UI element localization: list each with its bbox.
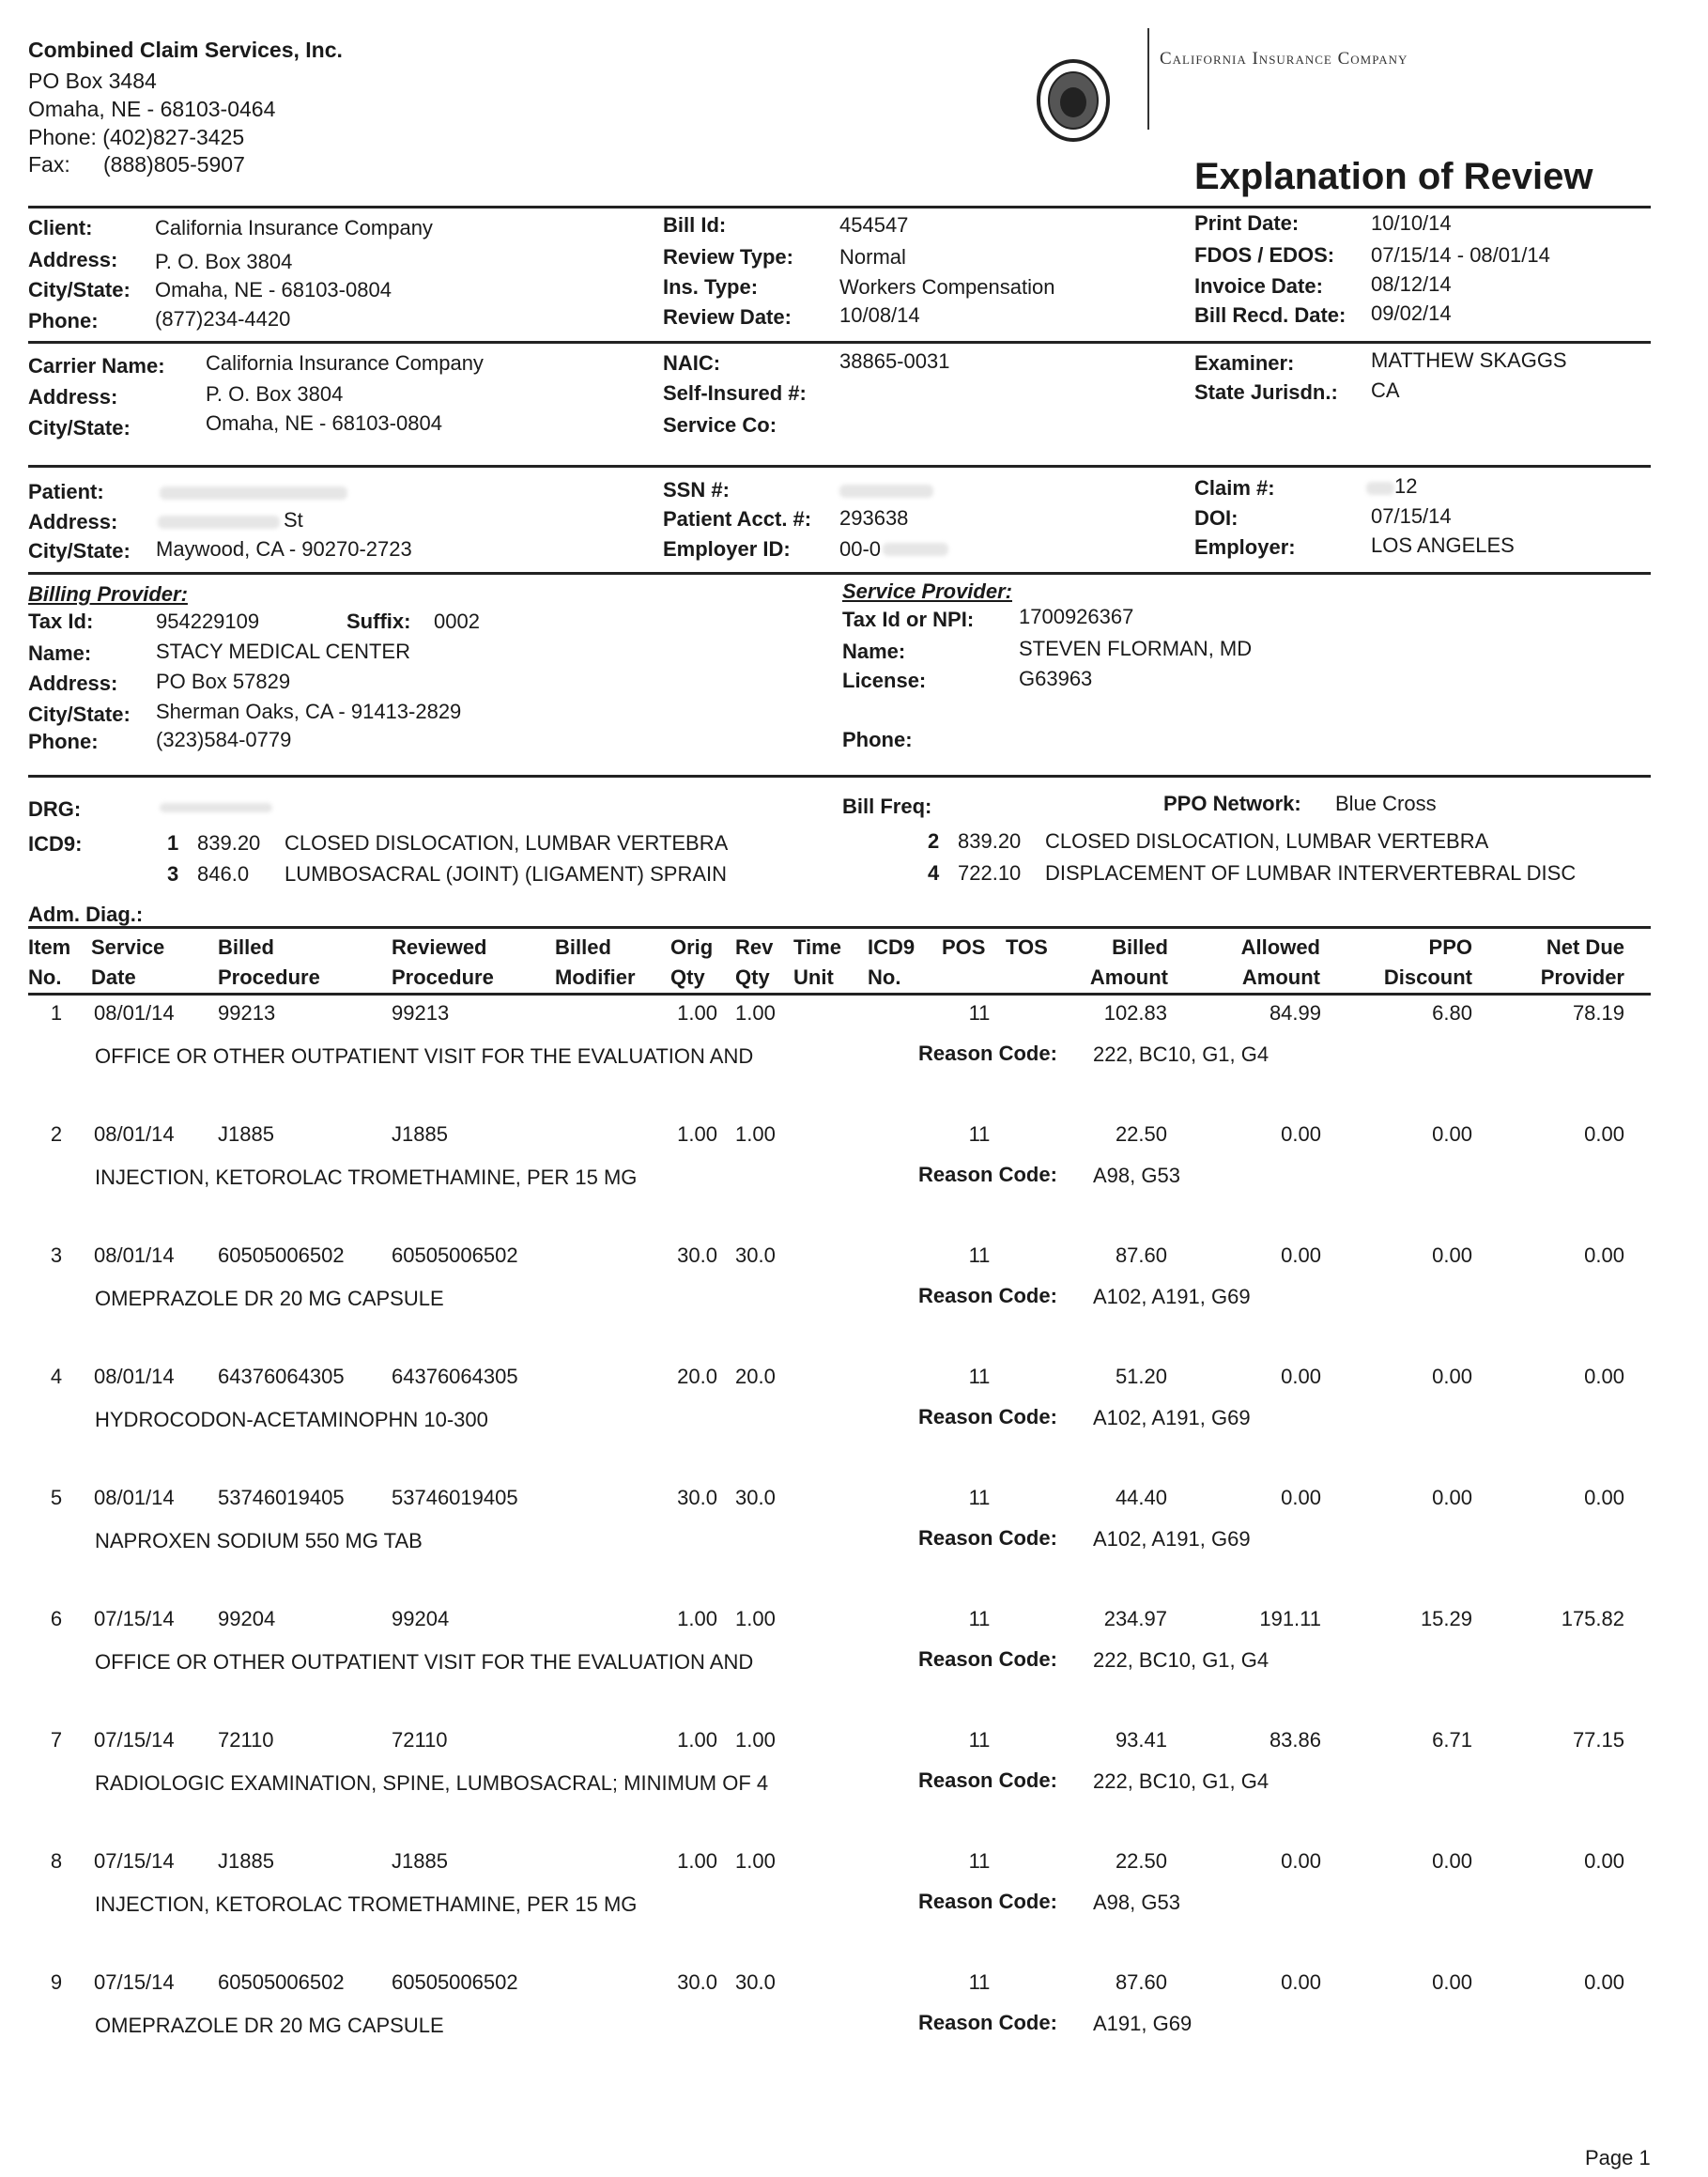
procedure-description: RADIOLOGIC EXAMINATION, SPINE, LUMBOSACRAL; MINIMUM OF 4 — [95, 1771, 769, 1795]
billed-amount: 93.41 — [1115, 1728, 1167, 1752]
billed-procedure: 64376064305 — [218, 1365, 345, 1388]
naic-label: NAIC: — [663, 351, 721, 375]
ppo-discount: 0.00 — [1432, 1849, 1472, 1873]
column-header: POS — [942, 935, 986, 959]
service-date: 08/01/14 — [94, 1486, 175, 1509]
logo-divider — [1147, 28, 1149, 130]
column-header: PPO — [1428, 935, 1472, 959]
bp-tax-label: Tax Id: — [28, 610, 94, 633]
reviewed-procedure: J1885 — [392, 1849, 448, 1873]
service-date: 08/01/14 — [94, 1122, 175, 1146]
bill-recd: 09/02/14 — [1371, 301, 1452, 325]
divider — [28, 341, 1651, 344]
self-insured-label: Self-Insured #: — [663, 381, 807, 405]
reason-codes: 222, BC10, G1, G4 — [1093, 1769, 1269, 1793]
redacted-address — [158, 516, 280, 529]
pos: 11 — [968, 1728, 991, 1752]
billed-procedure: J1885 — [218, 1849, 274, 1873]
divider — [28, 465, 1651, 468]
ppo-network-label: PPO Network: — [1163, 792, 1301, 815]
carrier-name: California Insurance Company — [206, 351, 484, 375]
carrier-address: P. O. Box 3804 — [206, 382, 344, 406]
reviewed-procedure: 60505006502 — [392, 1243, 518, 1267]
item-number: 5 — [50, 1486, 63, 1509]
column-header: Unit — [793, 965, 834, 989]
billed-amount: 51.20 — [1115, 1365, 1167, 1388]
billed-procedure: 60505006502 — [218, 1243, 345, 1267]
allowed-amount: 83.86 — [1269, 1728, 1321, 1752]
sp-tax-label: Tax Id or NPI: — [842, 608, 975, 631]
ppo-discount: 6.80 — [1432, 1001, 1472, 1025]
reviewed-procedure: 99213 — [392, 1001, 450, 1025]
net-due-provider: 0.00 — [1584, 1486, 1624, 1509]
employer-id: 00-0 — [839, 537, 882, 561]
company-city: Omaha, NE - 68103-0464 — [28, 97, 276, 121]
column-header: Net Due — [1546, 935, 1624, 959]
claim-number: 12 — [1394, 474, 1418, 498]
reviewed-procedure: 53746019405 — [392, 1486, 518, 1509]
divider — [28, 775, 1651, 778]
net-due-provider: 0.00 — [1584, 1849, 1624, 1873]
column-header: Amount — [1089, 965, 1168, 989]
allowed-amount: 0.00 — [1281, 1849, 1321, 1873]
net-due-provider: 77.15 — [1572, 1728, 1624, 1752]
rev-qty: 1.00 — [735, 1001, 776, 1025]
patient-address: St — [284, 508, 303, 532]
reviewed-procedure: 60505006502 — [392, 1970, 518, 1994]
icd9-desc: CLOSED DISLOCATION, LUMBAR VERTEBRA — [1045, 829, 1489, 853]
state: CA — [1371, 378, 1400, 402]
service-date: 08/01/14 — [94, 1365, 175, 1388]
pos: 11 — [968, 1365, 991, 1388]
icd9-code: 846.0 — [197, 862, 250, 886]
item-number: 7 — [50, 1728, 63, 1752]
net-due-provider: 0.00 — [1584, 1243, 1624, 1267]
fdos: 07/15/14 - 08/01/14 — [1371, 243, 1550, 267]
bp-name: STACY MEDICAL CENTER — [156, 640, 410, 663]
allowed-amount: 0.00 — [1281, 1970, 1321, 1994]
billed-amount: 234.97 — [1103, 1607, 1167, 1630]
pos: 11 — [968, 1607, 991, 1630]
billed-amount: 87.60 — [1115, 1970, 1167, 1994]
pos: 11 — [968, 1970, 991, 1994]
ppo-discount: 0.00 — [1432, 1365, 1472, 1388]
column-header: Billed — [218, 935, 274, 959]
company-address: PO Box 3484 — [28, 69, 157, 93]
net-due-provider: 78.19 — [1572, 1001, 1624, 1025]
service-date: 08/01/14 — [94, 1001, 175, 1025]
client-label: Client: — [28, 216, 93, 239]
procedure-description: OFFICE OR OTHER OUTPATIENT VISIT FOR THE EVALUATION AND — [95, 1044, 754, 1068]
service-co-label: Service Co: — [663, 413, 777, 437]
ppo-discount: 0.00 — [1432, 1243, 1472, 1267]
allowed-amount: 0.00 — [1281, 1486, 1321, 1509]
redacted-claim — [1366, 482, 1394, 495]
pos: 11 — [968, 1849, 991, 1873]
icd9-code: 722.10 — [958, 861, 1022, 885]
invoice-date: 08/12/14 — [1371, 272, 1452, 296]
drg-label: DRG: — [28, 797, 82, 821]
icd9-desc: DISPLACEMENT OF LUMBAR INTERVERTEBRAL DISC — [1045, 861, 1577, 885]
bp-suffix: 0002 — [434, 610, 480, 633]
bp-address: PO Box 57829 — [156, 670, 291, 693]
bp-phone: (323)584-0779 — [156, 728, 292, 751]
reviewed-procedure: 64376064305 — [392, 1365, 518, 1388]
ppo-discount: 15.29 — [1420, 1607, 1472, 1630]
sp-name: STEVEN FLORMAN, MD — [1019, 637, 1253, 660]
net-due-provider: 175.82 — [1561, 1607, 1624, 1630]
orig-qty: 1.00 — [677, 1849, 717, 1873]
column-header: Procedure — [218, 965, 320, 989]
divider — [28, 993, 1651, 996]
patient-city: Maywood, CA - 90270-2723 — [156, 537, 412, 561]
divider — [28, 206, 1651, 208]
item-number: 4 — [50, 1365, 63, 1388]
sp-license: G63963 — [1019, 667, 1093, 690]
redacted-employer-id — [883, 543, 948, 556]
service-provider-title: Service Provider: — [842, 579, 1012, 603]
ppo-discount: 0.00 — [1432, 1486, 1472, 1509]
column-header: Billed — [555, 935, 611, 959]
column-header: Procedure — [392, 965, 494, 989]
icd9-desc: LUMBOSACRAL (JOINT) (LIGAMENT) SPRAIN — [285, 862, 728, 886]
reason-codes: A98, G53 — [1093, 1891, 1180, 1914]
billed-amount: 87.60 — [1115, 1243, 1167, 1267]
column-header: Modifier — [555, 965, 636, 989]
net-due-provider: 0.00 — [1584, 1365, 1624, 1388]
billed-amount: 22.50 — [1115, 1849, 1167, 1873]
column-header: No. — [868, 965, 901, 989]
billed-procedure: 60505006502 — [218, 1970, 345, 1994]
pos: 11 — [968, 1243, 991, 1267]
reason-codes: A102, A191, G69 — [1093, 1527, 1251, 1551]
pos: 11 — [968, 1001, 991, 1025]
client-address-label: Address: — [28, 248, 118, 271]
rev-qty: 1.00 — [735, 1728, 776, 1752]
item-number: 1 — [50, 1001, 63, 1025]
employer: LOS ANGELES — [1371, 533, 1515, 557]
procedure-description: INJECTION, KETOROLAC TROMETHAMINE, PER 15 MG — [95, 1166, 638, 1189]
billed-amount: 44.40 — [1115, 1486, 1167, 1509]
bill-id: 454547 — [839, 213, 909, 237]
service-date: 07/15/14 — [94, 1728, 175, 1752]
sp-phone-label: Phone: — [842, 728, 913, 751]
service-date: 07/15/14 — [94, 1607, 175, 1630]
procedure-description: OMEPRAZOLE DR 20 MG CAPSULE — [95, 2014, 444, 2037]
bill-id-label: Bill Id: — [663, 213, 727, 237]
bp-suffix-label: Suffix: — [346, 610, 411, 633]
bp-address-label: Address: — [28, 672, 118, 695]
icd9-number: 3 — [167, 862, 179, 886]
reason-codes: A191, G69 — [1093, 2012, 1193, 2035]
client-phone: (877)234-4420 — [155, 307, 291, 331]
bill-freq-label: Bill Freq: — [842, 795, 932, 818]
print-date: 10/10/14 — [1371, 211, 1452, 235]
icd9-code: 839.20 — [197, 831, 261, 855]
doi: 07/15/14 — [1371, 504, 1452, 528]
allowed-amount: 191.11 — [1259, 1607, 1321, 1630]
divider — [28, 572, 1651, 575]
ppo-discount: 0.00 — [1432, 1122, 1472, 1146]
patient-label: Patient: — [28, 480, 104, 503]
carrier-city: Omaha, NE - 68103-0804 — [206, 411, 442, 435]
item-number: 9 — [50, 1970, 63, 1994]
service-date: 07/15/14 — [94, 1849, 175, 1873]
reviewed-procedure: 99204 — [392, 1607, 450, 1630]
examiner: MATTHEW SKAGGS — [1371, 348, 1567, 372]
sp-tax: 1700926367 — [1019, 605, 1134, 628]
reason-codes: 222, BC10, G1, G4 — [1093, 1042, 1269, 1066]
carrier-city-label: City/State: — [28, 416, 131, 440]
state-label: State Jurisdn.: — [1194, 380, 1338, 404]
reason-codes: A102, A191, G69 — [1093, 1406, 1251, 1429]
item-number: 3 — [50, 1243, 63, 1267]
reason-code-label: Reason Code: — [918, 1890, 1057, 1913]
orig-qty: 30.0 — [677, 1243, 717, 1267]
orig-qty: 1.00 — [677, 1607, 717, 1630]
reason-code-label: Reason Code: — [918, 1647, 1057, 1671]
redacted-patient-name — [160, 486, 347, 500]
service-date: 07/15/14 — [94, 1970, 175, 1994]
ppo-network: Blue Cross — [1335, 792, 1437, 815]
bill-recd-label: Bill Recd. Date: — [1194, 303, 1346, 327]
column-header: Discount — [1383, 965, 1472, 989]
item-number: 8 — [50, 1849, 63, 1873]
redacted-ssn — [839, 485, 933, 498]
reason-code-label: Reason Code: — [918, 1163, 1057, 1186]
bp-tax: 954229109 — [156, 610, 260, 633]
orig-qty: 1.00 — [677, 1728, 717, 1752]
icd9-label: ICD9: — [28, 832, 83, 856]
rev-qty: 30.0 — [735, 1970, 776, 1994]
net-due-provider: 0.00 — [1584, 1970, 1624, 1994]
examiner-label: Examiner: — [1194, 351, 1295, 375]
invoice-date-label: Invoice Date: — [1194, 274, 1323, 298]
rev-qty: 1.00 — [735, 1607, 776, 1630]
employer-label: Employer: — [1194, 535, 1296, 559]
column-header: Service — [91, 935, 165, 959]
carrier-name-label: Carrier Name: — [28, 354, 165, 378]
ssn-label: SSN #: — [663, 478, 730, 502]
orig-qty: 30.0 — [677, 1486, 717, 1509]
billed-procedure: 99204 — [218, 1607, 276, 1630]
orig-qty: 30.0 — [677, 1970, 717, 1994]
ppo-discount: 6.71 — [1432, 1728, 1472, 1752]
claim-label: Claim #: — [1194, 476, 1275, 500]
icd9-desc: CLOSED DISLOCATION, LUMBAR VERTEBRA — [285, 831, 729, 855]
reason-code-label: Reason Code: — [918, 1042, 1057, 1065]
bp-city-label: City/State: — [28, 703, 131, 726]
rev-qty: 20.0 — [735, 1365, 776, 1388]
allowed-amount: 0.00 — [1281, 1243, 1321, 1267]
column-header: Item — [28, 935, 71, 959]
naic: 38865-0031 — [839, 349, 950, 373]
procedure-description: NAPROXEN SODIUM 550 MG TAB — [95, 1529, 423, 1552]
reason-code-label: Reason Code: — [918, 1526, 1057, 1550]
review-date-label: Review Date: — [663, 305, 792, 329]
sp-name-label: Name: — [842, 640, 906, 663]
orig-qty: 1.00 — [677, 1122, 717, 1146]
reason-code-label: Reason Code: — [918, 2011, 1057, 2034]
orig-qty: 1.00 — [677, 1001, 717, 1025]
orig-qty: 20.0 — [677, 1365, 717, 1388]
reviewed-procedure: J1885 — [392, 1122, 448, 1146]
reason-code-label: Reason Code: — [918, 1284, 1057, 1307]
company-phone: Phone: (402)827-3425 — [28, 125, 245, 149]
column-header: TOS — [1006, 935, 1048, 959]
allowed-amount: 0.00 — [1281, 1122, 1321, 1146]
procedure-description: HYDROCODON-ACETAMINOPHN 10-300 — [95, 1408, 488, 1431]
icd9-code: 839.20 — [958, 829, 1022, 853]
reason-codes: A98, G53 — [1093, 1164, 1180, 1187]
billing-provider-title: Billing Provider: — [28, 582, 188, 606]
bp-name-label: Name: — [28, 641, 92, 665]
client-value: California Insurance Company — [155, 216, 433, 239]
client-city: Omaha, NE - 68103-0804 — [155, 278, 392, 301]
billed-amount: 22.50 — [1115, 1122, 1167, 1146]
rev-qty: 1.00 — [735, 1122, 776, 1146]
procedure-description: INJECTION, KETOROLAC TROMETHAMINE, PER 15 MG — [95, 1892, 638, 1916]
company-fax-label: Fax: — [28, 152, 70, 177]
client-city-label: City/State: — [28, 278, 131, 301]
client-phone-label: Phone: — [28, 309, 99, 332]
page-title: Explanation of Review — [1194, 156, 1593, 197]
column-header: Rev — [735, 935, 774, 959]
doi-label: DOI: — [1194, 506, 1239, 530]
divider — [28, 926, 1651, 929]
service-date: 08/01/14 — [94, 1243, 175, 1267]
reviewed-procedure: 72110 — [392, 1728, 448, 1752]
column-header: Qty — [670, 965, 705, 989]
billed-procedure: 72110 — [218, 1728, 274, 1752]
column-header: Billed — [1112, 935, 1168, 959]
print-date-label: Print Date: — [1194, 211, 1300, 235]
review-date: 10/08/14 — [839, 303, 920, 327]
pos: 11 — [968, 1486, 991, 1509]
column-header: Provider — [1540, 965, 1624, 989]
patient-acct-label: Patient Acct. #: — [663, 507, 812, 531]
allowed-amount: 0.00 — [1281, 1365, 1321, 1388]
column-header: Allowed — [1240, 935, 1320, 959]
company-fax: (888)805-5907 — [103, 152, 245, 177]
adm-diag-label: Adm. Diag.: — [28, 903, 144, 926]
billed-procedure: J1885 — [218, 1122, 274, 1146]
billed-procedure: 53746019405 — [218, 1486, 345, 1509]
allowed-amount: 84.99 — [1269, 1001, 1321, 1025]
column-header: Date — [91, 965, 136, 989]
procedure-description: OFFICE OR OTHER OUTPATIENT VISIT FOR THE EVALUATION AND — [95, 1650, 754, 1674]
bp-city: Sherman Oaks, CA - 91413-2829 — [156, 700, 462, 723]
ppo-discount: 0.00 — [1432, 1970, 1472, 1994]
reason-codes: A102, A191, G69 — [1093, 1285, 1251, 1308]
reason-code-label: Reason Code: — [918, 1405, 1057, 1428]
icd9-number: 1 — [167, 831, 179, 855]
bp-phone-label: Phone: — [28, 730, 99, 753]
review-type: Normal — [839, 245, 906, 269]
rev-qty: 1.00 — [735, 1849, 776, 1873]
item-number: 2 — [50, 1122, 63, 1146]
column-header: Amount — [1241, 965, 1320, 989]
column-header: No. — [28, 965, 62, 989]
employer-id-label: Employer ID: — [663, 537, 791, 561]
billed-procedure: 99213 — [218, 1001, 276, 1025]
column-header: Reviewed — [392, 935, 487, 959]
item-number: 6 — [50, 1607, 63, 1630]
net-due-provider: 0.00 — [1584, 1122, 1624, 1146]
patient-city-label: City/State: — [28, 539, 131, 563]
ins-type: Workers Compensation — [839, 275, 1055, 299]
ins-type-label: Ins. Type: — [663, 275, 759, 299]
column-header: ICD9 — [868, 935, 916, 959]
reason-codes: 222, BC10, G1, G4 — [1093, 1648, 1269, 1672]
fdos-label: FDOS / EDOS: — [1194, 243, 1335, 267]
icd9-number: 4 — [928, 861, 940, 885]
sp-license-label: License: — [842, 669, 927, 692]
column-header: Time — [793, 935, 841, 959]
column-header: Qty — [735, 965, 770, 989]
redacted-drg — [160, 803, 272, 812]
rev-qty: 30.0 — [735, 1243, 776, 1267]
patient-address-label: Address: — [28, 510, 118, 533]
page-number: Page 1 — [1585, 2146, 1651, 2169]
review-type-label: Review Type: — [663, 245, 793, 269]
column-header: Orig — [670, 935, 714, 959]
carrier-address-label: Address: — [28, 385, 118, 409]
billed-amount: 102.83 — [1103, 1001, 1167, 1025]
company-seal-logo — [1036, 58, 1111, 143]
client-address: P. O. Box 3804 — [155, 250, 293, 273]
patient-acct: 293638 — [839, 506, 909, 530]
reason-code-label: Reason Code: — [918, 1768, 1057, 1792]
icd9-number: 2 — [928, 829, 940, 853]
pos: 11 — [968, 1122, 991, 1146]
rev-qty: 30.0 — [735, 1486, 776, 1509]
logo-text: California Insurance Company — [1160, 49, 1408, 69]
procedure-description: OMEPRAZOLE DR 20 MG CAPSULE — [95, 1287, 444, 1310]
company-name: Combined Claim Services, Inc. — [28, 38, 343, 62]
